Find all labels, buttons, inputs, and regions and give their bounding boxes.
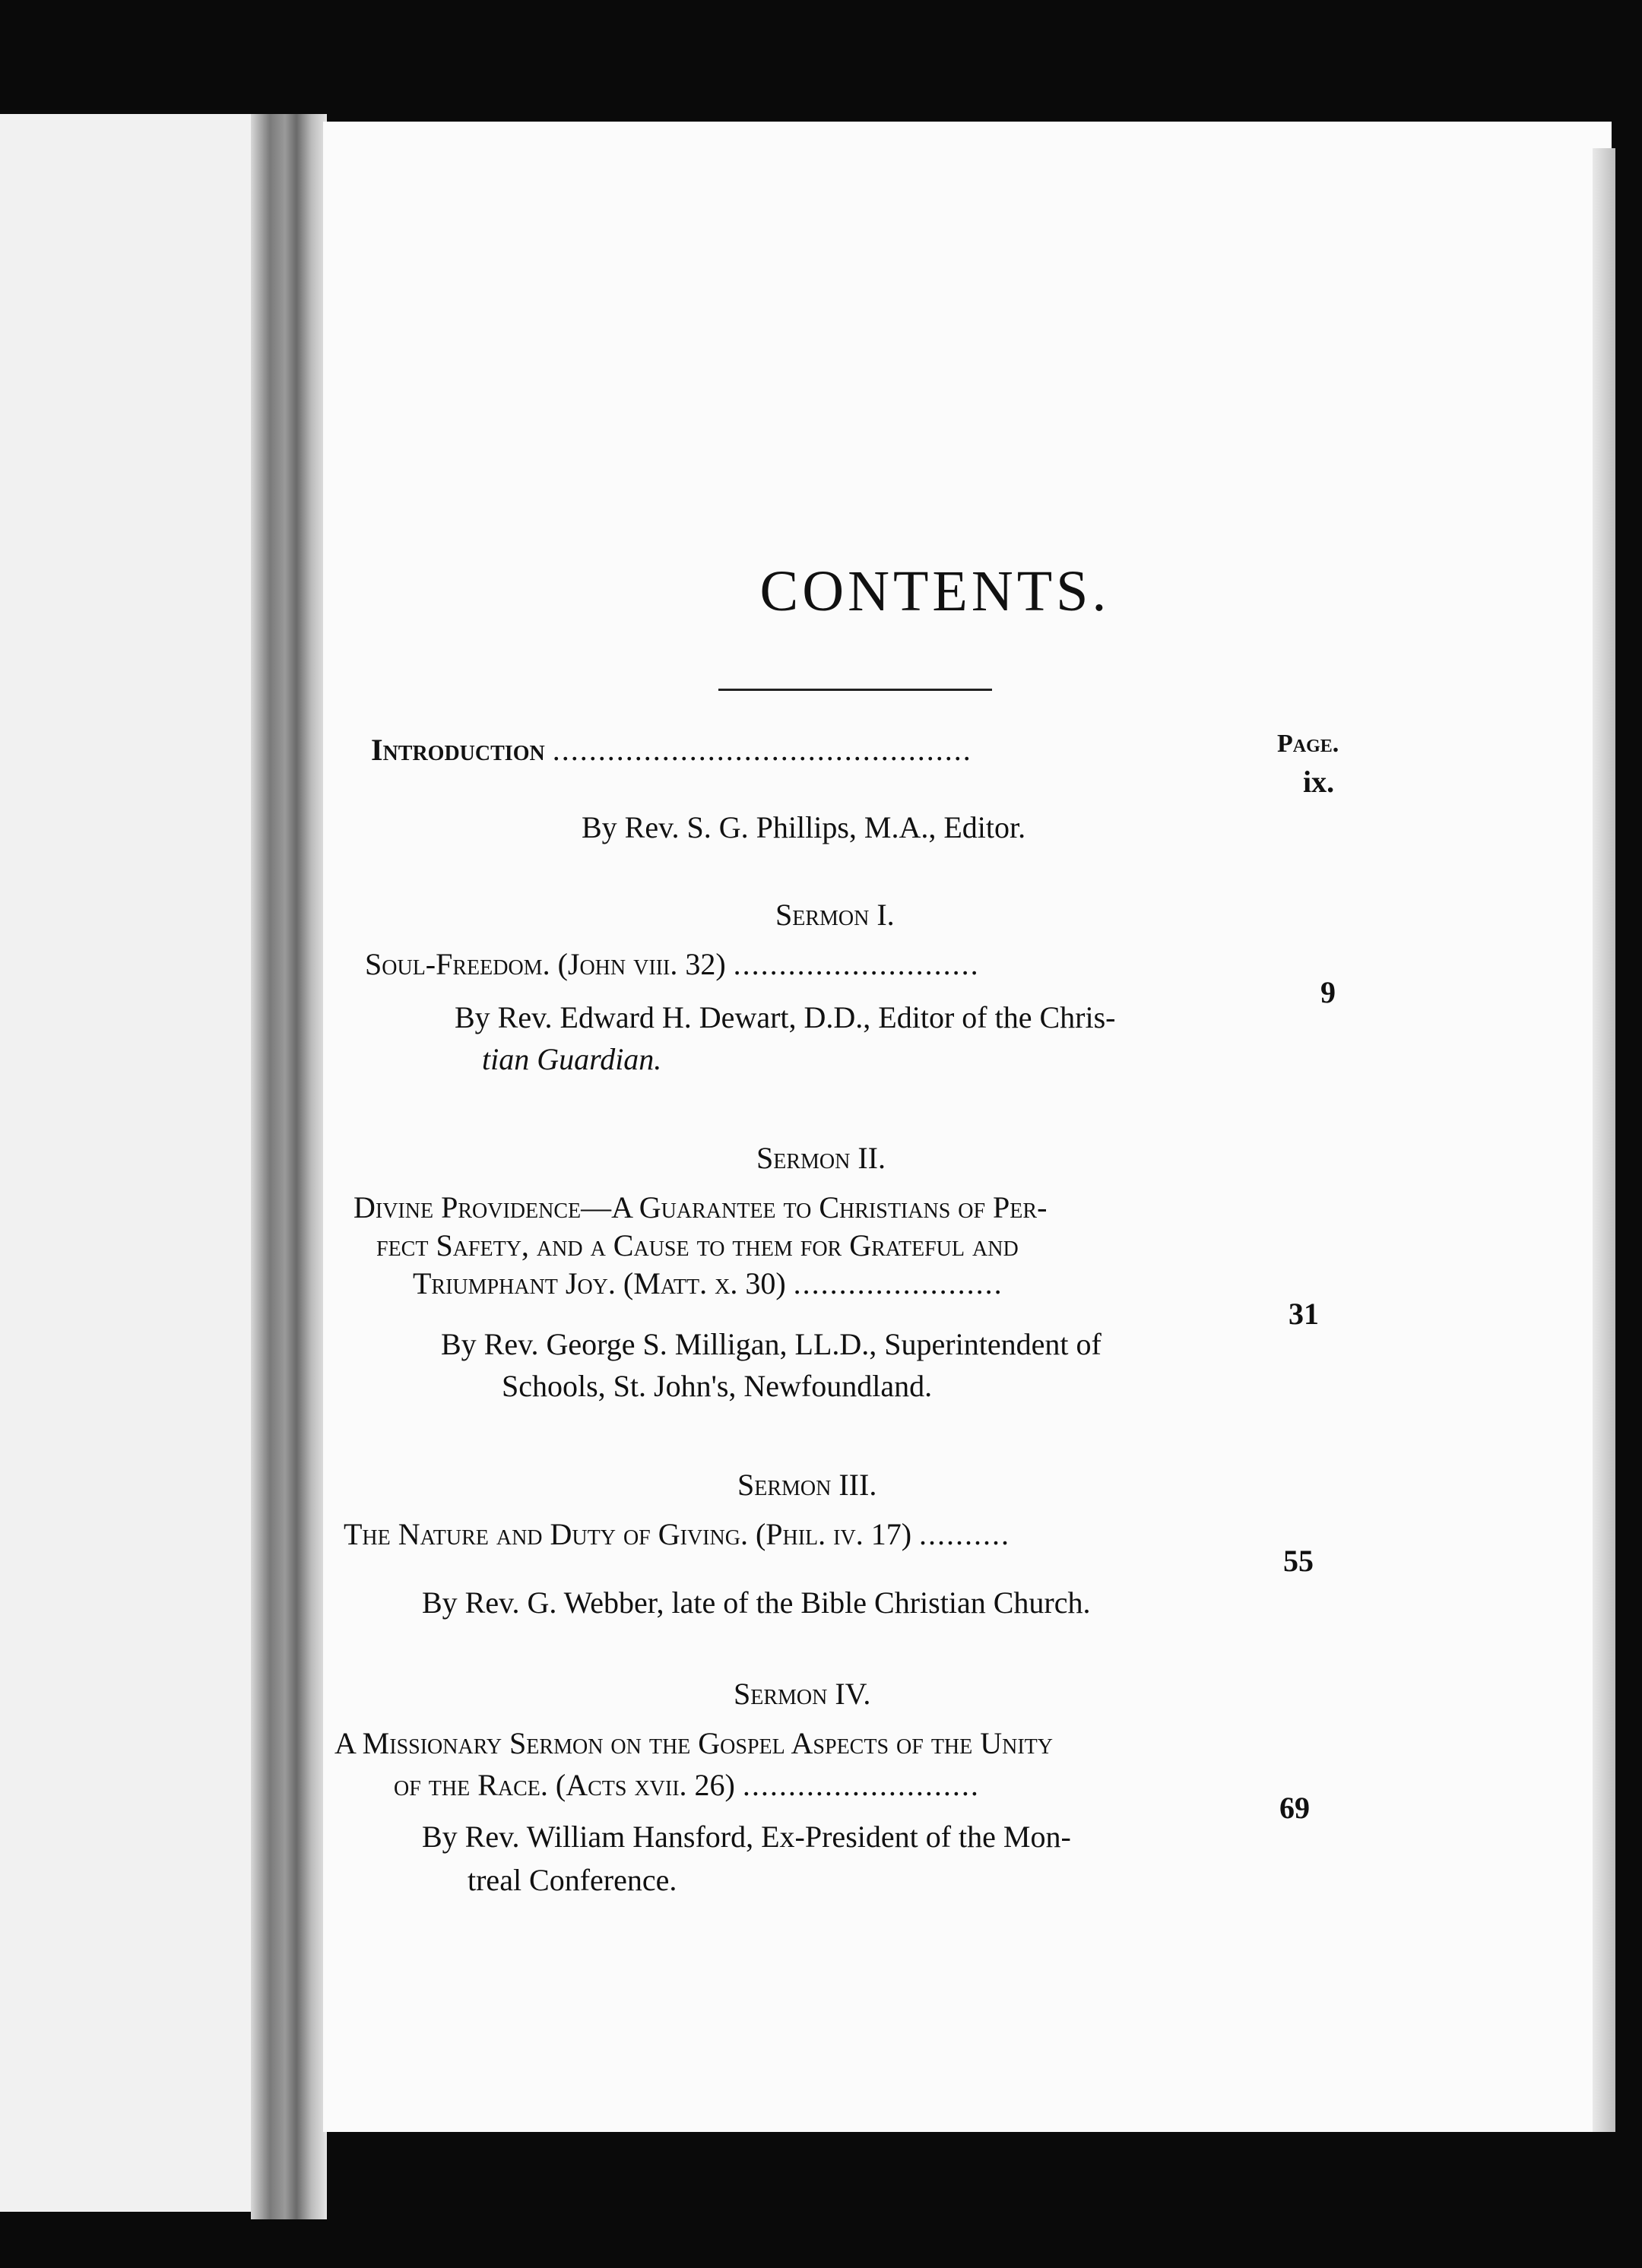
entry-page: 55 <box>1283 1544 1314 1578</box>
entry-title: The Nature and Duty of Giving. (Phil. iv. 17) <box>344 1517 912 1551</box>
toc-entry-sermon-4 <box>394 1767 980 1803</box>
entry-page: 69 <box>1279 1791 1310 1825</box>
leader-dots: ........................... <box>733 947 980 981</box>
sermon-heading: Sermon IV. <box>734 1677 871 1711</box>
book-gutter <box>251 114 327 2219</box>
entry-title: fect Safety, and a Cause to them for Grateful and <box>376 1228 1019 1262</box>
leader-dots: .............................................. <box>552 733 972 767</box>
entry-title: Divine Providence—A Guarantee to Christians of Per- <box>353 1190 1048 1224</box>
toc-entry-sermon-1 <box>365 946 980 982</box>
page-edge <box>1593 148 1615 2132</box>
page-column-label: Page. <box>1277 730 1339 758</box>
toc-entry-sermon-2 <box>413 1265 1003 1301</box>
entry-title: Soul-Freedom. (John viii. 32) <box>365 947 726 981</box>
leader-dots: .......... <box>919 1517 1011 1551</box>
entry-byline: By Rev. William Hansford, Ex-President of the Mon- <box>422 1820 1071 1854</box>
entry-title: of the Race. (Acts xvii. 26) <box>394 1768 735 1802</box>
sermon-heading: Sermon I. <box>775 898 895 932</box>
entry-byline: tian Guardian. <box>482 1042 662 1076</box>
leader-dots: .......................... <box>742 1768 980 1802</box>
page-title: CONTENTS. <box>759 559 1111 623</box>
entry-byline: treal Conference. <box>468 1863 677 1897</box>
entry-byline: By Rev. George S. Milligan, LL.D., Superintendent of <box>441 1327 1102 1361</box>
toc-entry-introduction <box>371 732 972 768</box>
entry-title: Introduction <box>371 733 545 767</box>
entry-byline: By Rev. S. G. Phillips, M.A., Editor. <box>582 810 1026 844</box>
entry-byline: By Rev. G. Webber, late of the Bible Christian Church. <box>422 1585 1091 1620</box>
entry-title: A Missionary Sermon on the Gospel Aspects of the Unity <box>334 1726 1053 1760</box>
toc-entry-sermon-3 <box>344 1516 1010 1552</box>
sermon-heading: Sermon II. <box>756 1141 886 1175</box>
entry-page: 9 <box>1320 975 1336 1009</box>
title-rule <box>718 689 992 691</box>
entry-byline: By Rev. Edward H. Dewart, D.D., Editor of the Chris- <box>455 1000 1116 1034</box>
entry-title: Triumphant Joy. (Matt. x. 30) <box>413 1266 786 1300</box>
entry-page: 31 <box>1289 1297 1319 1331</box>
leader-dots: ....................... <box>793 1266 1003 1300</box>
sermon-heading: Sermon III. <box>737 1468 877 1502</box>
entry-page: ix. <box>1303 765 1335 799</box>
entry-byline: Schools, St. John's, Newfoundland. <box>502 1369 933 1403</box>
